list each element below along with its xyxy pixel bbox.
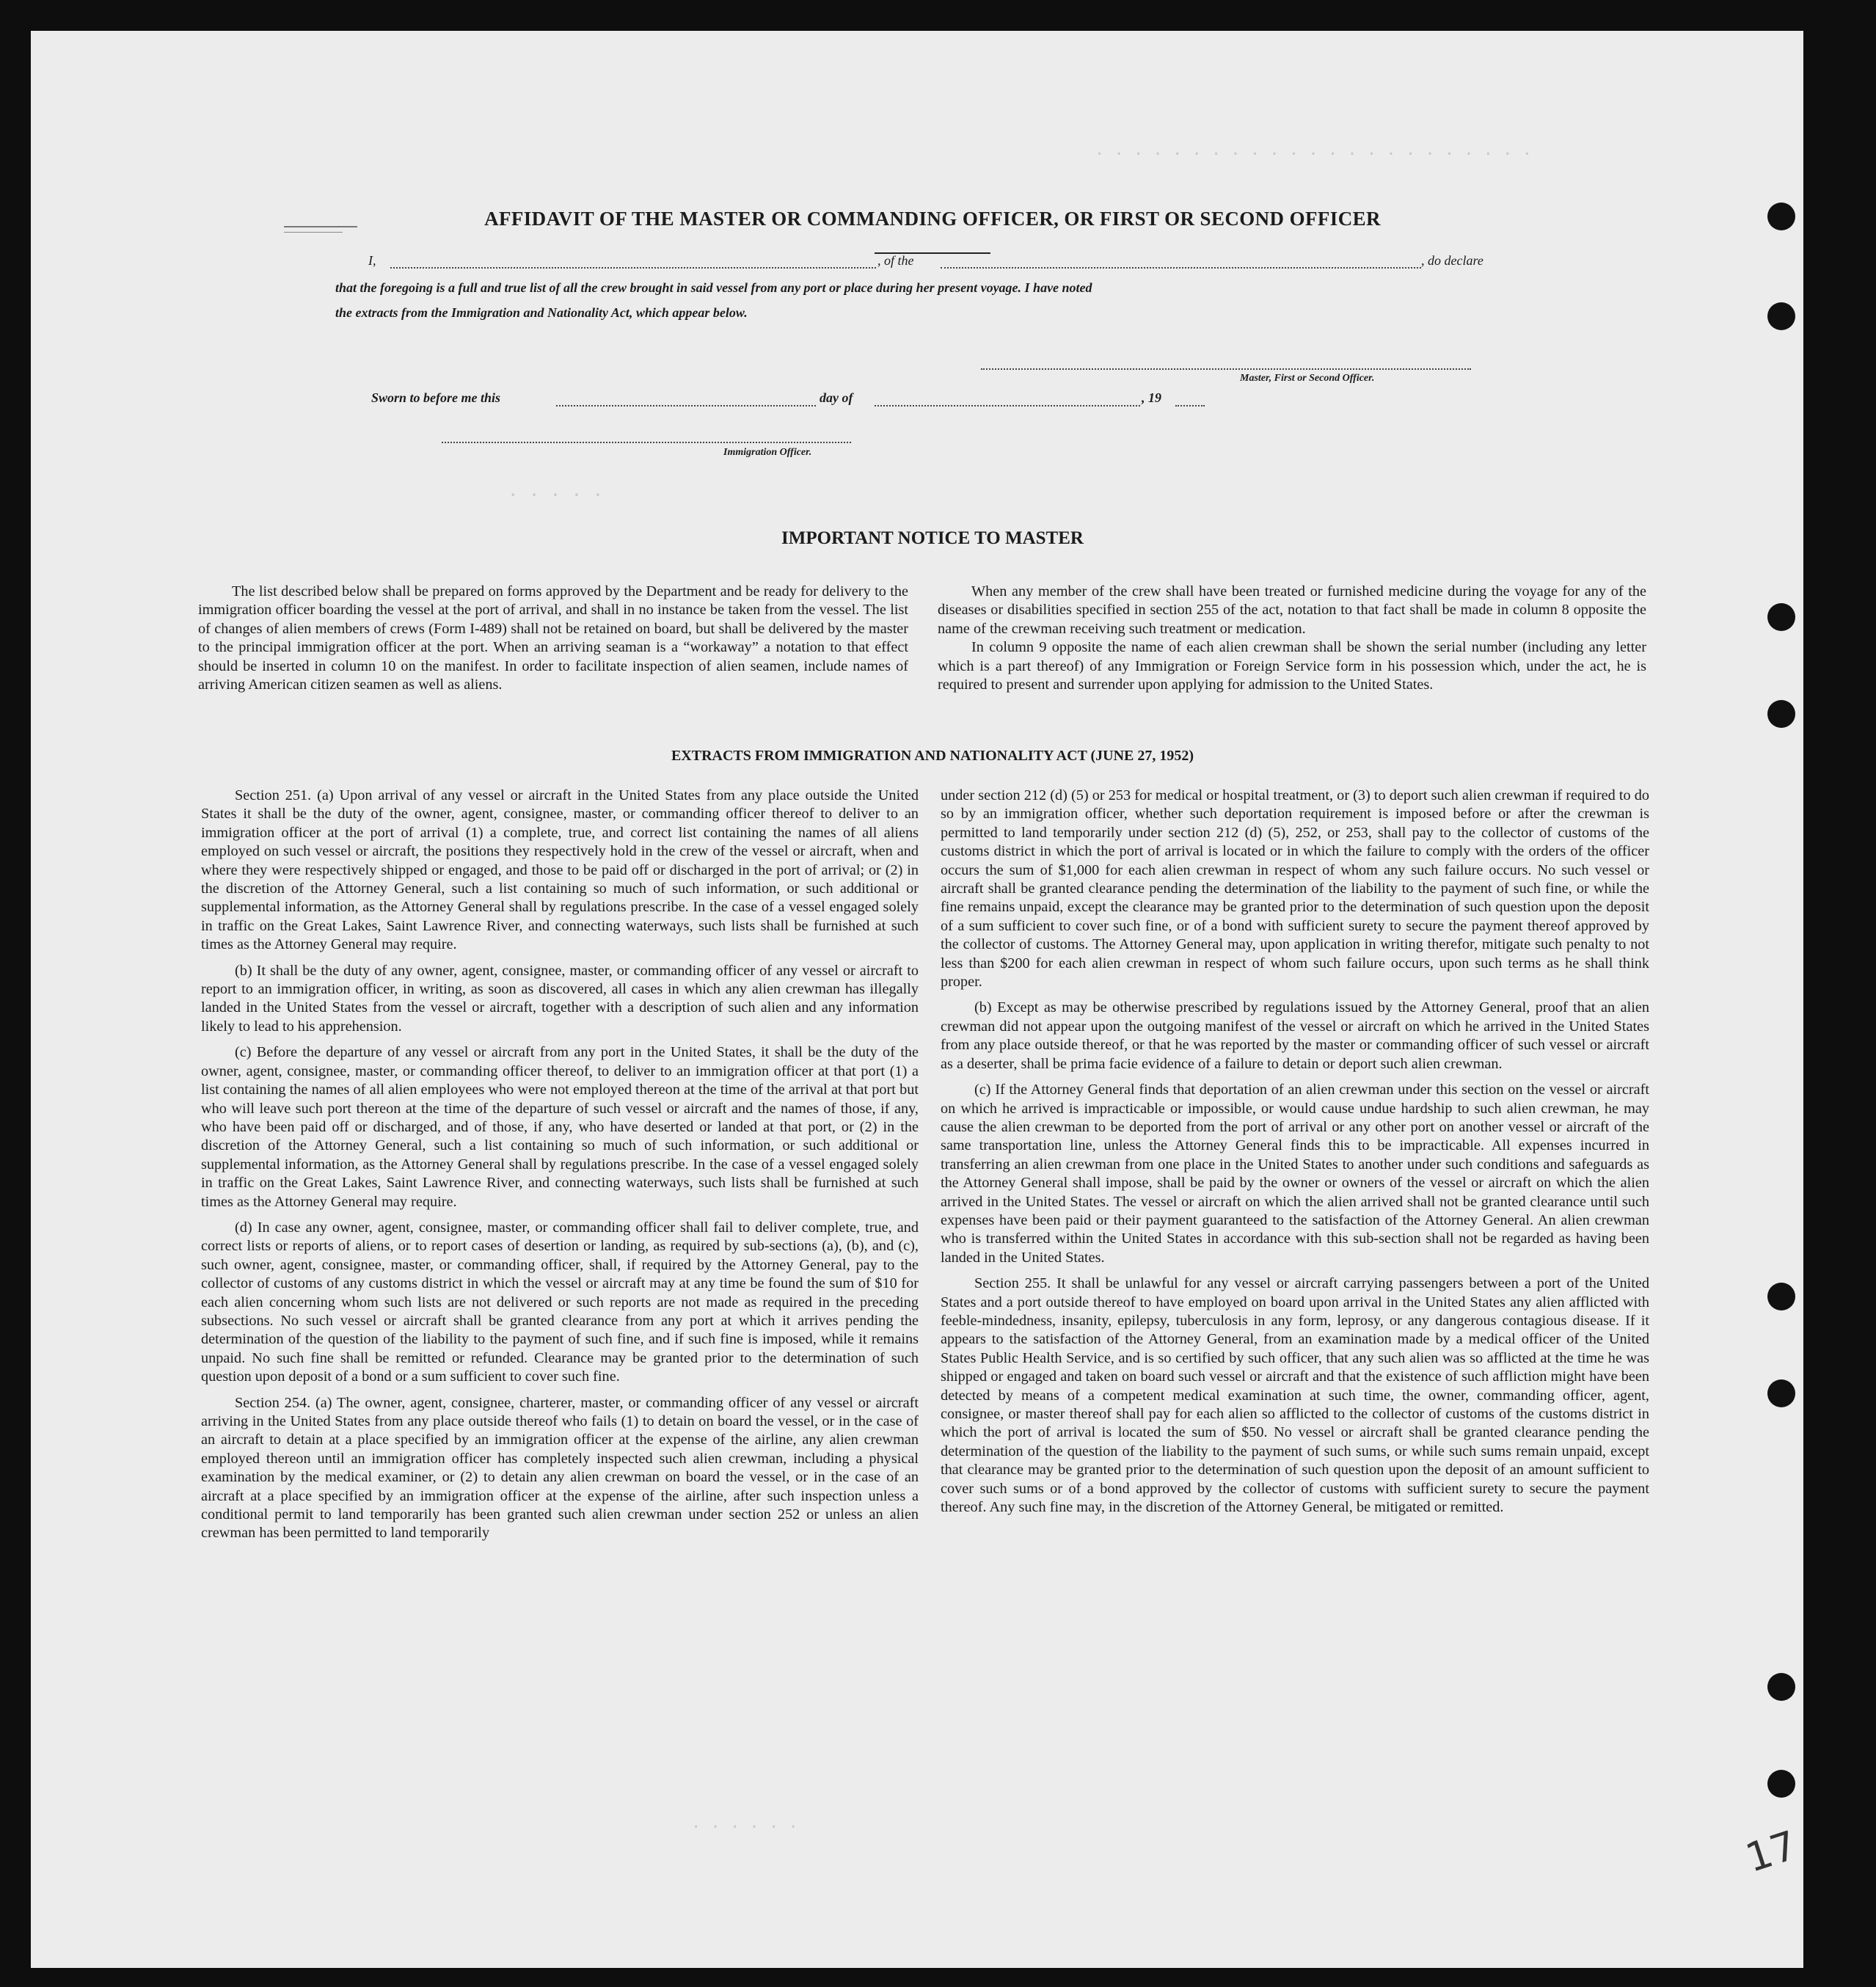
notice-title: IMPORTANT NOTICE TO MASTER <box>781 528 1084 548</box>
act-section-paragraph: Section 254. (a) The owner, agent, consignee, charterer, master, or commanding officer of any vessel or aircraft arriving in the United States from any place outside thereof who fails (1) to detain on board the vessel, or in the case of an aircraft to detain at a place specified by an immigration officer at the expense of the airline, any alien crewman employed thereon until an immigration officer has completely inspected such alien crewman, including a physical examination by the medical examiner, or (2) to detain any alien crewman on board the vessel, or in the case of an aircraft at a place specified by an immigration officer at the expense of the airline, after such inspection unless a conditional permit to land temporarily has been granted such alien crewman under section 252 or unless an alien crewman has been permitted to land temporarily <box>201 1394 919 1542</box>
bleed-through-text: . . . . . . <box>691 1814 798 1832</box>
immigration-officer-signature-field[interactable] <box>442 442 851 443</box>
affidavit-title: AFFIDAVIT OF THE MASTER OR COMMANDING OFFICER, OR FIRST OR SECOND OFFICER <box>484 208 1381 230</box>
bleed-through-text: . . . . . <box>508 480 604 500</box>
act-section-paragraph: (c) Before the departure of any vessel or aircraft from any port in the United States, it shall be the duty of the owner, agent, consignee, master, or commanding officer thereof, to deliver to an immigration officer at that port (1) a list containing the names of all alien employees who were not employed thereon at the time of the arrival at that port but who will leave such port thereon at the time of the departure of such vessel or aircraft and the names of those, if any, who have been paid off or discharged, and of those, if any, who have deserted or landed at that port, or (2) in the discretion of the Attorney General, such a list containing so much of such information, or such additional or supplemental information, as the Attorney General shall by regulations prescribe. In the case of a vessel engaged solely in traffic on the Great Lakes, Saint Lawrence River, and connecting waterways, such lists shall be furnished at such times as the Attorney General may require. <box>201 1044 919 1210</box>
declare-i-label: I, <box>368 253 376 268</box>
binder-hole <box>1767 603 1795 631</box>
notice-left-column <box>198 583 908 694</box>
handwritten-page-number: 17 <box>1740 1821 1803 1882</box>
binder-hole <box>1767 1379 1795 1407</box>
binder-hole <box>1767 1673 1795 1701</box>
year-label: , 19 <box>1142 390 1161 405</box>
sworn-month-field[interactable] <box>875 405 1140 406</box>
notice-paragraph: The list described below shall be prepared on forms approved by the Department and be ready for delivery to the immigration officer boarding the vessel at the port of arrival, and shall in no instance be taken from the vessel. The list of changes of alien members of crews (Form I-489) shall not be retained on board, but shall be delivered by the master to the principal immigration officer at the port. When an arriving seaman is a “workaway” a notation to that effect should be inserted in column 10 on the manifest. In order to facilitate inspection of alien seamen, include names of arriving American citizen seamen as well as aliens. <box>198 583 908 693</box>
document-page <box>31 31 1803 1968</box>
act-section-paragraph: (b) It shall be the duty of any owner, agent, consignee, master, or commanding officer of any vessel or aircraft to report to an immigration officer, in writing, as soon as discovered, all cases in which any alien crewman has illegally landed in the United States from the vessel or aircraft, together with a description of such alien and any information likely to lead to his apprehension. <box>201 962 919 1035</box>
notice-right-column <box>938 583 1646 694</box>
declaration-line-3: the extracts from the Immigration and Nationality Act, which appear below. <box>335 305 748 320</box>
master-signature-label: Master, First or Second Officer. <box>1240 373 1375 384</box>
declaration-line-2: that the foregoing is a full and true list of all the crew brought in said vessel from any port or place during her present voyage. I have noted <box>335 280 1092 295</box>
bleed-through-text: . . . . . . . . . . . . . . . . . . . . . . . <box>1095 141 1533 159</box>
extracts-title: EXTRACTS FROM IMMIGRATION AND NATIONALITY ACT (JUNE 27, 1952) <box>671 748 1194 764</box>
sworn-year-field[interactable] <box>1175 405 1205 406</box>
day-of-label: day of <box>820 390 853 405</box>
vessel-name-field[interactable] <box>941 267 1421 269</box>
binder-hole <box>1767 700 1795 728</box>
sworn-day-field[interactable] <box>556 405 816 406</box>
notice-paragraph: When any member of the crew shall have been treated or furnished medicine during the voyage for any of the diseases or disabilities specified in section 255 of the act, notation to that fact shall be made in column 8 opposite the name of the crewman receiving such treatment or medication. <box>938 583 1646 637</box>
declarant-name-field[interactable] <box>390 267 876 269</box>
act-section-paragraph: (c) If the Attorney General finds that deportation of an alien crewman under this section on the vessel or aircraft on which he arrived is impracticable or impossible, or would cause undue hardship to such alien crewman, he may cause the alien crewman to be deported from the port of arrival or any other port on another vessel or aircraft of the same transportation line, unless the Attorney General finds this to be impracticable. All expenses incurred in transferring an alien crewman from one place in the United States to another under such conditions and safeguards as the Attorney General shall impose, shall be paid by the owner or owners of the vessel or aircraft on which the alien arrived in the United States. The vessel or aircraft on which the alien arrived shall not be granted clearance until such expenses have been paid or their payment guaranteed to the satisfaction of the Attorney General. An alien crewman who is transferred within the United States in accordance with this sub-section shall not be regarded as having been landed in the United States. <box>941 1082 1649 1266</box>
binder-hole <box>1767 203 1795 230</box>
act-section-paragraph: under section 212 (d) (5) or 253 for medical or hospital treatment, or (3) to deport such alien crewman if required to do so by an immigration officer, whether such deportation requirement is imposed before or after the crewman is permitted to land temporarily under section 212 (d) (5), 252, or 253, shall pay to the collector of customs of the customs district in which the port of arrival is located or in which the failure to comply with the orders of the officer occurs the sum of $1,000 for each alien crewman in respect of whom any such failure occurs. No such vessel or aircraft shall be granted clearance pending the determination of the liability to the payment of such fine, or while the fine remains unpaid, except the clearance may be granted prior to the determination of such question upon the deposit of a sum sufficient to cover such fine, or of a bond with sufficient surety to secure the payment thereof approved by the collector of customs. The Attorney General may, upon application in writing therefor, mitigate such penalty to not less than $200 for each alien crewman in respect of whom such failure occurs, upon such terms as he shall think proper. <box>941 787 1649 991</box>
binder-hole <box>1767 1283 1795 1310</box>
notice-paragraph: In column 9 opposite the name of each alien crewman shall be shown the serial number (including any letter which is a part thereof) of any Immigration or Foreign Service form in his possession which, under the act, he is required to present and surrender upon applying for admission to the United States. <box>938 639 1646 693</box>
binder-hole <box>1767 1770 1795 1798</box>
master-signature-field[interactable] <box>981 368 1471 370</box>
do-declare-label: , do declare <box>1421 253 1483 268</box>
act-section-paragraph: Section 255. It shall be unlawful for any vessel or aircraft carrying passengers between a port of the United States and a port outside thereof to have employed on board upon arrival in the United States any alien afflicted with feeble-mindedness, insanity, epilepsy, tuberculosis in any form, leprosy, or any dangerous contagious disease. If it appears to the satisfaction of the Attorney General, from an examination made by a medical officer of the United States Public Health Service, and is so certified by such officer, that any such alien was so afflicted at the time he was shipped or engaged and taken on board such vessel or aircraft and that the existence of such affliction might have been detected by means of a competent medical examination at such time, the owner, commanding officer, agent, consignee, or master thereof shall pay for each alien so afflicted to the collector of customs of the customs district in which the port of arrival is located the sum of $50. No vessel or aircraft shall be granted clearance pending the determination of the question of the liability to the payment of such sums, or while such sums remain unpaid, except that clearance may be granted prior to the determination of such question upon the deposit of an amount sufficient to cover such sums or of a bond approved by the collector of customs with sufficient surety to secure the payment thereof. Any such fine may, in the discretion of the Attorney General, be mitigated or remitted. <box>941 1275 1649 1516</box>
binder-hole <box>1767 302 1795 330</box>
act-section-paragraph: Section 251. (a) Upon arrival of any vessel or aircraft in the United States from any place outside the United States it shall be the duty of the owner, agent, consignee, master, or commanding officer thereof to deliver to an immigration officer at the port of arrival (1) a complete, true, and correct list containing the names of all aliens employed on such vessel or aircraft, the positions they respectively hold in the crew of the vessel or aircraft, when and where they were respectively shipped or engaged, and those to be paid off or discharged in the port of arrival; or (2) in the discretion of the Attorney General, such a list containing so much of such information, or such additional or supplemental information, as the Attorney General shall by regulations prescribe. In the case of a vessel engaged solely in traffic on the Great Lakes, Saint Lawrence River, and connecting waterways, such lists shall be furnished at such times as the Attorney General may require. <box>201 787 919 953</box>
act-section-paragraph: (b) Except as may be otherwise prescribed by regulations issued by the Attorney General, proof that an alien crewman did not appear upon the outgoing manifest of the vessel or aircraft on which he arrived in the United States from any place outside thereof, or that he was reported by the master or commanding officer of such vessel or aircraft as a deserter, shall be prima facie evidence of a failure to detain or deport such alien crewman. <box>941 999 1649 1072</box>
pencil-mark <box>284 232 343 233</box>
extracts-left-column <box>201 787 919 1550</box>
immigration-officer-label: Immigration Officer. <box>723 447 812 458</box>
act-section-paragraph: (d) In case any owner, agent, consignee, master, or commanding officer shall fail to deliver complete, true, and correct lists or reports of aliens, or to report cases of desertion or landing, as required by sub-sections (a), (b), and (c), such owner, agent, consignee, master, or commanding officer, shall, if required by the Attorney General, pay to the collector of customs of any customs district in which the vessel or aircraft may at any time be found the sum of $10 for each alien concerning whom such lists are not delivered or such reports are not made as required in the preceding subsections. No such vessel or aircraft shall be granted clearance from any port at which it arrives pending the determination of the question of the liability to the payment of such fine, and if such fine is imposed, while it remains unpaid. No such fine shall be remitted or refunded. Clearance may be granted prior to the determination of such question upon deposit of a bond or a sum sufficient to cover such fine. <box>201 1219 919 1385</box>
sworn-label: Sworn to before me this <box>371 390 501 405</box>
of-the-label: , of the <box>877 253 914 268</box>
extracts-right-column <box>941 787 1649 1524</box>
